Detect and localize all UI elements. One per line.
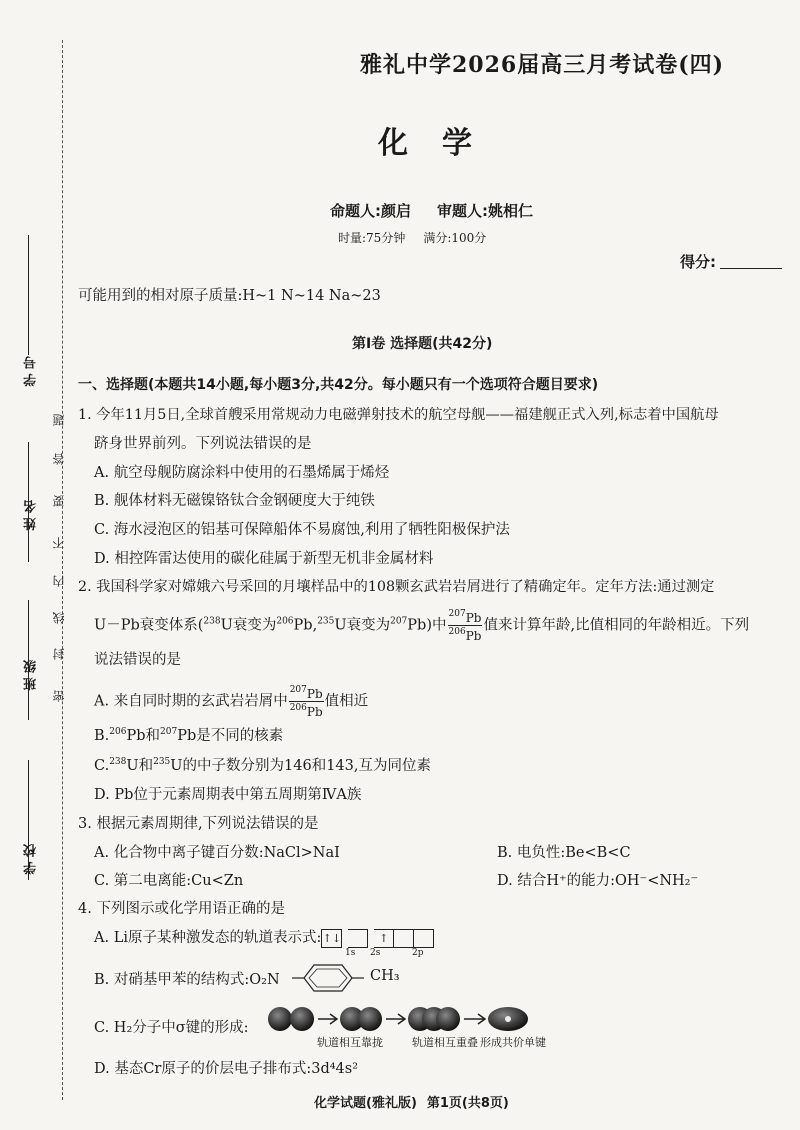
section-instructions: 一、选择题(本题共14小题,每小题3分,共42分。每小题只有一个选项符合题目要求) bbox=[78, 377, 599, 393]
q4-option-c: C. H₂分子中σ键的形成: bbox=[94, 1020, 249, 1036]
q4-stem: 4. 下列图示或化学用语正确的是 bbox=[78, 901, 285, 917]
q1-stem-line2: 跻身世界前列。下列说法错误的是 bbox=[94, 436, 312, 452]
q1-option-a: A. 航空母舰防腐涂料中使用的石墨烯属于烯烃 bbox=[94, 465, 390, 481]
seal-char: 不 bbox=[52, 537, 66, 549]
school-label: 学 校 bbox=[24, 844, 39, 875]
sigma-step3-label: 形成共价单键 bbox=[480, 1036, 546, 1049]
q4-option-b: B. 对硝基甲苯的结构式:O₂N bbox=[94, 972, 280, 988]
q3-option-b: B. 电负性:Be<B<C bbox=[497, 845, 631, 861]
name-label: 姓 名 bbox=[24, 500, 39, 531]
seal-char: 题 bbox=[52, 414, 66, 426]
time-limit: 时量:75分钟 bbox=[338, 231, 406, 245]
q3-option-a: A. 化合物中离子键百分数:NaCl>NaI bbox=[94, 845, 340, 861]
q2-option-b: B.$^{206}$Pb和$^{207}$Pb是不同的核素 bbox=[94, 727, 284, 744]
seal-char: 要 bbox=[52, 495, 66, 507]
q2-option-a: A. 来自同时期的玄武岩岩屑中 $\frac{^{207}Pb}{^{206}Pb}$ 值相近 bbox=[94, 685, 369, 719]
subject-title: 化学 bbox=[378, 126, 506, 161]
q2-stem-line3: 说法错误的是 bbox=[94, 652, 181, 668]
sigma-bond-diagram bbox=[266, 1005, 546, 1035]
label-1s: 1s bbox=[345, 948, 356, 958]
benzene-ring-icon bbox=[292, 962, 367, 994]
exam-info bbox=[338, 229, 504, 246]
orbital-1s: ↑↓ bbox=[321, 929, 342, 948]
q4-option-a: A. Li原子某种激发态的轨道表示式:↑↓ ↑ bbox=[94, 926, 434, 948]
score-blank[interactable] bbox=[720, 268, 782, 269]
q2-stem-line1: 2. 我国科学家对嫦娥六号采回的月壤样品中的108颗玄武岩岩屑进行了精确定年。定年方法:通过测定 bbox=[78, 579, 715, 595]
q2-ratio: $\frac{^{207}Pb}{^{206}Pb}$ bbox=[448, 609, 482, 643]
label-2p: 2p bbox=[412, 948, 424, 958]
authors bbox=[330, 200, 559, 221]
seal-char: 封 bbox=[52, 648, 66, 660]
seal-char: 答 bbox=[52, 453, 66, 465]
q3-option-d: D. 结合H⁺的能力:OH⁻<NH₂⁻ bbox=[497, 873, 699, 889]
label-2s: 2s bbox=[370, 948, 381, 958]
sigma-step2-label: 轨道相互重叠 bbox=[412, 1036, 478, 1049]
q2-option-d: D. Pb位于元素周期表中第五周期第ⅣA族 bbox=[94, 787, 362, 803]
sigma-step1-label: 轨道相互靠拢 bbox=[317, 1036, 383, 1049]
seal-char: 线 bbox=[52, 612, 66, 624]
page-footer: 化学试题(雅礼版) 第1页(共8页) bbox=[314, 1096, 509, 1111]
student-id-label: 学 号 bbox=[24, 356, 39, 387]
section-title: 第Ⅰ卷 选择题(共42分) bbox=[352, 336, 493, 352]
full-score: 满分:100分 bbox=[423, 231, 487, 245]
author: 命题人:颜启 bbox=[330, 202, 411, 220]
q2-option-c: C.$^{238}$U和$^{235}$U的中子数分别为146和143,互为同位素 bbox=[94, 757, 431, 774]
q1-option-c: C. 海水浸泡区的铝基可保障船体不易腐蚀,利用了牺牲阳极保护法 bbox=[94, 522, 510, 538]
score-label: 得分: bbox=[680, 253, 716, 271]
atomic-masses: 可能用到的相对原子质量:H~1 N~14 Na~23 bbox=[78, 288, 381, 304]
orbital-2p-1: ↑ bbox=[374, 929, 394, 948]
class-label: 班 级 bbox=[24, 660, 39, 691]
seal-char: 密 bbox=[52, 690, 66, 702]
orbital-2s bbox=[348, 929, 368, 948]
orbital-2p-2 bbox=[394, 929, 414, 948]
q1-option-d: D. 相控阵雷达使用的碳化硅属于新型无机非金属材料 bbox=[94, 551, 434, 567]
methyl-group: CH₃ bbox=[370, 968, 400, 984]
q3-stem: 3. 根据元素周期律,下列说法错误的是 bbox=[78, 816, 319, 832]
score-field[interactable] bbox=[680, 251, 782, 272]
nitro-group: O₂N bbox=[249, 972, 280, 988]
orbital-2p-3 bbox=[414, 929, 434, 948]
reviewer: 审题人:姚相仁 bbox=[437, 202, 533, 220]
q2-stem-line2: U－Pb衰变体系($^{238}$U衰变为$^{206}$Pb,$^{235}$U衰变为$^{207}$Pb)中 $\frac{^{207}Pb}{^{206}Pb}$ 值来计算年龄,比值相同的年龄相近。下列 bbox=[94, 609, 750, 643]
q4-option-d: D. 基态Cr原子的价层电子排布式:3d⁴4s² bbox=[94, 1061, 359, 1077]
q1-stem-line1: 1. 今年11月5日,全球首艘采用常规动力电磁弹射技术的航空母舰——福建舰正式入列,标志着中国航母 bbox=[78, 407, 719, 423]
q1-option-b: B. 舰体材料无磁镍铬钛合金钢硬度大于纯铁 bbox=[94, 493, 375, 509]
seal-char: 内 bbox=[52, 575, 66, 587]
q3-option-c: C. 第二电离能:Cu<Zn bbox=[94, 873, 244, 889]
binding-dashed-line bbox=[62, 40, 63, 1100]
student-id-rule bbox=[28, 235, 29, 355]
exam-title: 雅礼中学2026届高三月考试卷(四) bbox=[360, 52, 725, 78]
